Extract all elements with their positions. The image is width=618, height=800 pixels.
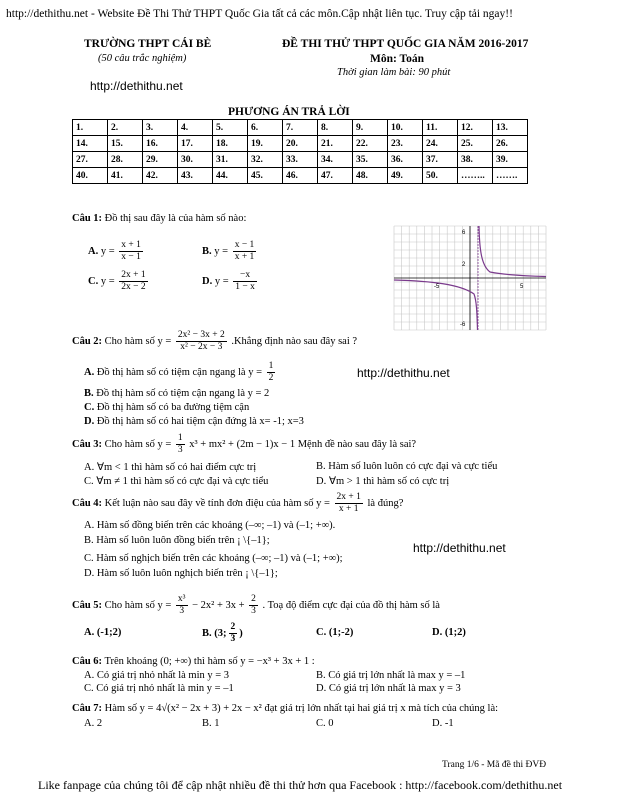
- answer-cell: 43.: [178, 168, 213, 184]
- q5-option-d: D. (1;2): [432, 627, 466, 638]
- q6-stem: [72, 656, 315, 667]
- answer-cell: …….: [493, 168, 528, 184]
- q1-b-fraction: [233, 240, 257, 263]
- q2-text-post: .Khẳng định nào sau đây sai ?: [231, 335, 358, 347]
- facebook-like-note: Like fanpage của chúng tôi để cập nhật nhiều đề thi thử hơn qua Facebook : http://facebook.com/dethithu.net: [38, 778, 563, 792]
- answer-cell: 44.: [213, 168, 248, 184]
- q4-text-post: là đúng?: [367, 497, 404, 509]
- answer-cell: 24.: [423, 136, 458, 152]
- q1-a-num: x + 1: [121, 240, 141, 250]
- q7-label: Câu 7:: [72, 703, 103, 714]
- q2-a-den: 2: [268, 373, 274, 383]
- q4-option-b: B. Hàm số luôn luôn đồng biến trên ¡ \{–1};: [84, 535, 270, 546]
- q5-fraction-1: [176, 594, 188, 617]
- answer-cell: 42.: [143, 168, 178, 184]
- answer-cell: 15.: [108, 136, 143, 152]
- q3-fraction: [176, 433, 185, 456]
- q2-a-text: Đồ thị hàm số có tiệm cận ngang là: [96, 366, 246, 378]
- answer-cell: 7.: [283, 120, 318, 136]
- q2-b-key: B.: [84, 388, 94, 399]
- answer-sheet-table: [72, 119, 528, 184]
- q5-mid: − 2x² + 3x +: [192, 599, 245, 611]
- q2-c-key: C.: [84, 402, 95, 413]
- q7-option-c: C. 0: [316, 718, 334, 729]
- q4-label: Câu 4:: [72, 497, 103, 509]
- q1-a-lhs: y =: [100, 245, 115, 257]
- q5-text-post: . Toạ độ điểm cực đại của đồ thị hàm số là: [262, 599, 440, 611]
- answer-cell: 31.: [213, 152, 248, 168]
- school-name: TRƯỜNG THPT CÁI BÈ: [84, 38, 212, 50]
- q1-function-graph: [390, 222, 550, 334]
- answer-cell: 29.: [143, 152, 178, 168]
- q6-option-a: A. Có giá trị nhỏ nhất là min y = 3: [84, 670, 230, 681]
- q2-c-text: Đồ thị hàm số có ba đường tiệm cận: [96, 402, 250, 413]
- q1-d-key: D.: [202, 275, 213, 287]
- q6-text: Trên khoảng (0; +∞) thì hàm số y = −x³ + 3x + 1 :: [104, 656, 315, 667]
- q1-stem: [72, 213, 246, 224]
- q7-option-d: D. -1: [432, 718, 454, 729]
- x-tick-max: 5: [520, 284, 524, 290]
- q5-den1: 3: [179, 606, 185, 616]
- answer-cell: 35.: [353, 152, 388, 168]
- answer-cell: 22.: [353, 136, 388, 152]
- answer-cell: 13.: [493, 120, 528, 136]
- answer-cell: 25.: [458, 136, 493, 152]
- q1-c-key: C.: [88, 275, 99, 287]
- q1-c-den: 2x − 2: [121, 282, 146, 292]
- answer-row: [73, 168, 528, 184]
- q3-option-b: B. Hàm số luôn luôn có cực đại và cực tiểu: [316, 461, 498, 472]
- q4-den: x + 1: [338, 504, 359, 514]
- answer-cell: 38.: [458, 152, 493, 168]
- top-banner: http://dethithu.net - Website Đề Thi Thử THPT Quốc Gia tất cả các môn.Cập nhật liên tục. Truy cập tải ngay!!: [6, 8, 513, 20]
- answer-cell: 45.: [248, 168, 283, 184]
- q2-num: 2x² − 3x + 2: [177, 330, 225, 340]
- q3-den: 3: [177, 445, 183, 455]
- curve-right-branch: [479, 226, 546, 277]
- answer-cell: 21.: [318, 136, 353, 152]
- q7-text: Hàm số y = 4√(x² − 2x + 3) + 2x − x² đạt giá trị lớn nhất tại hai giá trị x mà tích của chúng là:: [104, 703, 499, 714]
- q1-d-lhs: y =: [214, 275, 229, 287]
- answer-cell: 2.: [108, 120, 143, 136]
- q2-a-lhs: y =: [248, 366, 262, 378]
- answer-cell: 28.: [108, 152, 143, 168]
- q6-option-c: C. Có giá trị nhỏ nhất là min y = –1: [84, 683, 234, 694]
- q1-d-den: 1 − x: [235, 282, 255, 292]
- q4-text-pre: Kết luận nào sau đây về tính đơn điệu của hàm số y =: [104, 497, 330, 509]
- q7-stem: [72, 703, 498, 714]
- q1-label: Câu 1:: [72, 213, 103, 224]
- answer-cell: 39.: [493, 152, 528, 168]
- q5-den2: 3: [251, 606, 256, 616]
- q1-option-d: [202, 270, 259, 293]
- answer-cell: 27.: [73, 152, 108, 168]
- q2-b-text: Đồ thị hàm số có tiệm cận ngang là y = 2: [96, 388, 270, 399]
- answer-cell: 40.: [73, 168, 108, 184]
- q5-b-den: 3: [230, 634, 236, 644]
- q2-a-num: 1: [268, 361, 274, 371]
- q1-c-lhs: y =: [100, 275, 115, 287]
- answer-cell: 36.: [388, 152, 423, 168]
- y-tick-max: 6: [462, 230, 466, 236]
- q6-option-d: D. Có giá trị lớn nhất là max y = 3: [316, 683, 461, 694]
- site-url: http://dethithu.net: [90, 79, 183, 93]
- answer-cell: 8.: [318, 120, 353, 136]
- q5-fraction-2: [249, 594, 258, 617]
- q2-label: Câu 2:: [72, 335, 103, 347]
- answer-cell: 49.: [388, 168, 423, 184]
- answer-cell: 4.: [178, 120, 213, 136]
- q7-option-a: A. 2: [84, 718, 103, 729]
- answer-cell: 48.: [353, 168, 388, 184]
- answer-cell: 47.: [318, 168, 353, 184]
- q1-d-fraction: [233, 270, 257, 293]
- mid-url-2: http://dethithu.net: [413, 541, 506, 555]
- q2-option-c: [84, 402, 249, 413]
- answer-cell: 5.: [213, 120, 248, 136]
- answer-cell: 34.: [318, 152, 353, 168]
- q2-option-d: [84, 416, 304, 427]
- answer-cell: 3.: [143, 120, 178, 136]
- q5-num2: 2: [251, 594, 256, 604]
- q6-option-b: B. Có giá trị lớn nhất là max y = –1: [316, 670, 466, 681]
- answer-cell: 16.: [143, 136, 178, 152]
- answer-cell: 20.: [283, 136, 318, 152]
- q5-text-pre: Cho hàm số y =: [104, 599, 172, 611]
- q3-label: Câu 3:: [72, 438, 103, 450]
- answer-cell: 18.: [213, 136, 248, 152]
- answer-cell: 46.: [283, 168, 318, 184]
- q1-a-key: A.: [88, 245, 99, 257]
- q5-b-fraction: [229, 622, 238, 645]
- q1-b-den: x + 1: [234, 252, 255, 262]
- answer-cell: 30.: [178, 152, 213, 168]
- q3-num: 1: [177, 433, 183, 443]
- q1-option-b: [202, 240, 258, 263]
- q2-den: x² − 2x − 3: [180, 342, 223, 352]
- answer-cell: 12.: [458, 120, 493, 136]
- q6-label: Câu 6:: [72, 656, 103, 667]
- answer-sheet-title: PHƯƠNG ÁN TRẢ LỜI: [228, 106, 350, 118]
- answer-cell: 41.: [108, 168, 143, 184]
- q5-option-c: C. (1;-2): [316, 627, 354, 638]
- q7-option-b: B. 1: [202, 718, 220, 729]
- answer-cell: 50.: [423, 168, 458, 184]
- y-tick-min: -6: [460, 322, 466, 328]
- answer-cell: 9.: [353, 120, 388, 136]
- answer-cell: ……..: [458, 168, 493, 184]
- q2-option-a: [84, 361, 277, 384]
- y-tick-mid: 2: [462, 262, 466, 268]
- q2-a-key: A.: [84, 366, 95, 378]
- q1-b-num: x − 1: [234, 240, 255, 250]
- answer-cell: 32.: [248, 152, 283, 168]
- q3-option-c: C. ∀m ≠ 1 thì hàm số có cực đại và cực tiểu: [84, 476, 269, 487]
- q2-option-b: [84, 388, 269, 399]
- answer-cell: 10.: [388, 120, 423, 136]
- q5-option-a: A. (-1;2): [84, 627, 122, 638]
- q5-option-b: [202, 622, 243, 645]
- q4-fraction: [335, 492, 363, 515]
- answer-row: [73, 120, 528, 136]
- q1-option-a: [88, 240, 145, 263]
- q1-c-num: 2x + 1: [121, 270, 146, 280]
- q1-b-key: B.: [202, 245, 212, 257]
- exam-title: ĐỀ THI THỬ THPT QUỐC GIA NĂM 2016-2017: [282, 38, 529, 50]
- q3-option-a: A. ∀m < 1 thì hàm số có hai điểm cực trị: [84, 462, 257, 473]
- q4-option-a: A. Hàm số đồng biến trên các khoảng (–∞; –1) và (–1; +∞).: [84, 520, 336, 531]
- answer-cell: 14.: [73, 136, 108, 152]
- mid-url-1: http://dethithu.net: [357, 366, 450, 380]
- q2-d-text: Đồ thị hàm số có hai tiệm cận đứng là x= -1; x=3: [96, 416, 304, 427]
- q1-c-fraction: [119, 270, 147, 293]
- duration: Thời gian làm bài: 90 phút: [337, 67, 451, 78]
- q2-lhs: y =: [157, 335, 172, 347]
- page-indicator: Trang 1/6 - Mã đề thi ĐVĐ: [442, 760, 547, 770]
- q3-text-pre: Cho hàm số y =: [104, 438, 172, 450]
- q5-b-pre: B. (3;: [202, 627, 227, 639]
- answer-cell: 19.: [248, 136, 283, 152]
- q5-label: Câu 5:: [72, 599, 103, 611]
- q4-num: 2x + 1: [336, 492, 361, 502]
- answer-cell: 37.: [423, 152, 458, 168]
- answer-cell: 23.: [388, 136, 423, 152]
- q1-a-fraction: [119, 240, 143, 263]
- q5-b-num: 2: [230, 622, 236, 632]
- question-count-note: (50 câu trắc nghiệm): [98, 53, 187, 64]
- answer-row: [73, 152, 528, 168]
- q1-option-c: [88, 270, 150, 293]
- q4-option-c: C. Hàm số nghịch biến trên các khoảng (–∞; –1) và (–1; +∞);: [84, 553, 343, 564]
- answer-cell: 33.: [283, 152, 318, 168]
- q5-stem: [72, 594, 440, 617]
- subject: Môn: Toán: [370, 53, 425, 65]
- q1-d-num: −x: [233, 270, 257, 282]
- answer-cell: 26.: [493, 136, 528, 152]
- answer-cell: 1.: [73, 120, 108, 136]
- q2-fraction: [176, 330, 227, 353]
- q1-b-lhs: y =: [214, 245, 229, 257]
- q2-d-key: D.: [84, 416, 95, 427]
- q5-b-post: ): [239, 627, 243, 639]
- q4-option-d: D. Hàm số luôn luôn nghịch biến trên ¡ \{–1};: [84, 568, 278, 579]
- q2-text-pre: Cho hàm số: [104, 335, 155, 347]
- q2-a-fraction: [267, 361, 276, 384]
- q5-num1: x³: [177, 594, 186, 604]
- answer-cell: 6.: [248, 120, 283, 136]
- x-tick-min: -5: [434, 284, 440, 290]
- q2-stem: [72, 330, 357, 353]
- answer-cell: 11.: [423, 120, 458, 136]
- answer-cell: 17.: [178, 136, 213, 152]
- q1-a-den: x − 1: [121, 252, 141, 262]
- q3-stem: [72, 433, 416, 456]
- answer-row: [73, 136, 528, 152]
- q3-option-d: D. ∀m > 1 thì hàm số có cực trị: [316, 476, 450, 487]
- q4-stem: [72, 492, 403, 515]
- q1-text: Đồ thị sau đây là của hàm số nào:: [104, 213, 247, 224]
- q3-text-post: x³ + mx² + (2m − 1)x − 1 Mệnh đề nào sau đây là sai?: [189, 438, 417, 450]
